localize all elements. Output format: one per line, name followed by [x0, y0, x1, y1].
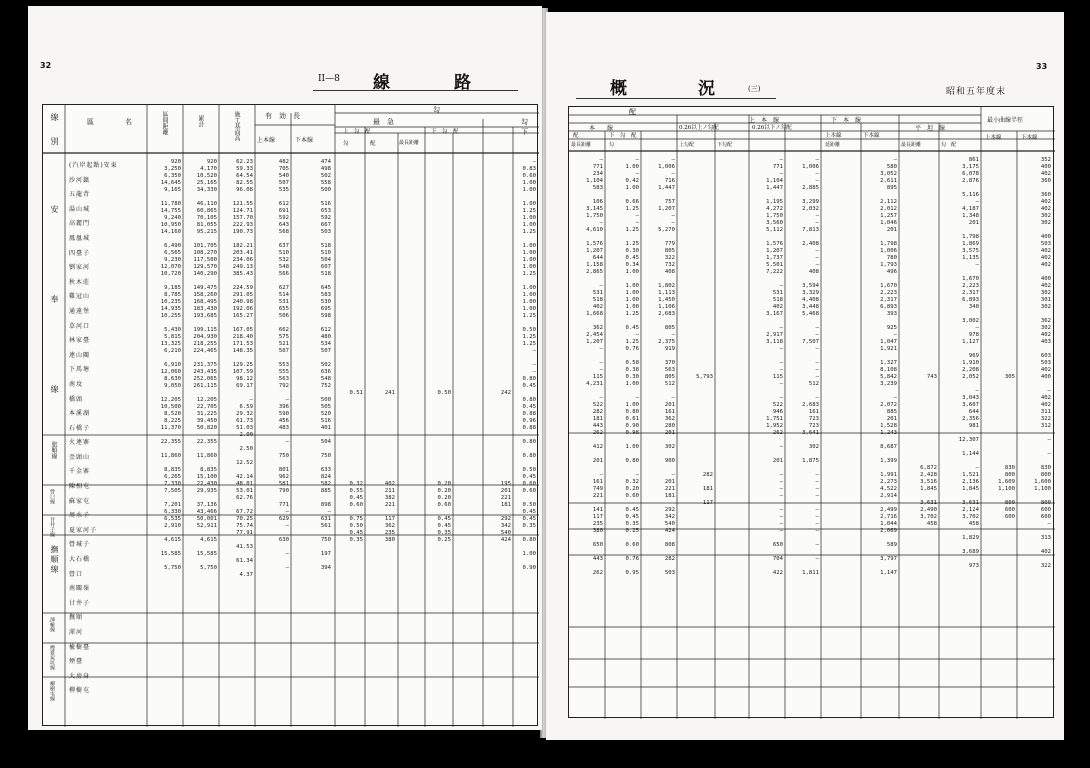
title-rule [313, 90, 518, 91]
col-grad-c: 0.50 0.20 0.20 0.20 0.60 0.45 0.45 0.35 0.25 [437, 390, 451, 543]
header-down-grad: 下 勾 配 [431, 129, 459, 135]
station-name: 甘井子 [69, 599, 91, 607]
header-line-sub: 別 [50, 137, 59, 145]
station-name: 火連寨 [69, 439, 91, 447]
station-name: 營城子 [69, 541, 91, 549]
header-grad-b: 最長距離 [901, 142, 922, 148]
header-max-len-r: 最長距離 [571, 142, 592, 148]
col-r-a: — 771 234 1,104 583 106 3,145 1,750 — 4,610 1,576 1,207 644 1,158 2,865 — 531 518 402 1,668 362 2,454 1,207 — — — 115 4,231 — 522 282 181 443 262 412 201 — 161 749 221 141 117 235 380 650 443 262 [586, 157, 603, 576]
header-grad-up: 上勾配 [679, 142, 695, 148]
station-name-list [69, 159, 145, 699]
page-number-right: 33 [1036, 62, 1048, 71]
station-name: 南關嶺 [69, 585, 91, 593]
data-table-right [568, 106, 1054, 718]
station-name: 林家臺 [69, 337, 91, 345]
header-min-down: 下本線 [1021, 135, 1038, 141]
header-main-sub: 本 線 [589, 125, 614, 132]
col-r-b: — 1.00 — 0.42 1.00 0.66 1.25 — — 1.25 1.25 0.30 0.45 0.34 1.00 1.00 1.00 1.00 1.00 1.25 0.45 — 1.25 0.76 0.58 0.38 0.30 1.00 — 1.00 0.80 0.61 0.90 0.98 1.00 0.80 — 0.32 0.20 0.60 0.45 0.45 0.35 0.25 0.60 0.76 0.95 [625, 157, 639, 576]
station-name: 五龍背 [69, 191, 91, 199]
station-name: 陳相屯 [69, 483, 91, 491]
header-grad-a: 勾 配 [941, 142, 957, 148]
station-name: 草河口 [69, 322, 91, 330]
period-label: 昭和五年度末 [946, 87, 1007, 97]
header-grad-down: 下勾配 [717, 142, 733, 148]
header-distribution: 配 [629, 108, 636, 116]
station-name: 石橋子 [69, 424, 91, 432]
station-name: 大房身 [69, 672, 91, 680]
col-r-g: 861 3,175 6,078 2,876 5,116 — 4,187 1,348 201 1,798 1,869 3,575 1,135 — 1,670 2,223 2,317 6,893 340 3,002 — 978 1,127 969 1,910 2,208 2,052 — 3,043 3,607 644 2,356 981 12,307 1,144 — 1,521 2,136 1,845 3,631 2,124 3,702 458 1,829 3,689 973 [958, 157, 979, 569]
header-section: 區 [87, 118, 94, 126]
header-gradient: 勾 [433, 106, 440, 114]
col-r-extra: 5,793 282 181 117 [696, 374, 713, 506]
data-table-left [42, 104, 538, 726]
section-label-3: 線 [50, 385, 59, 395]
col-r-i: 305 830 800 1,609 1,100 800 600 600 [998, 374, 1015, 520]
title-right-char: 況 [698, 79, 725, 99]
station-name: 營口 [69, 570, 84, 578]
section-label-entai: 煙臺炭坑線 [49, 645, 55, 670]
section-label-konyu: 渾楡線 [49, 617, 55, 632]
section-label-ryojun: 旅順線 [50, 441, 57, 459]
station-name: 通遠堡 [69, 307, 91, 315]
station-name: 千金寨 [69, 468, 91, 476]
station-name: 雞冠山 [69, 293, 91, 301]
header-min-curve: 最小曲線半徑 [987, 117, 1024, 124]
station-name: 大石橋 [69, 556, 91, 564]
station-name: 煙臺 [69, 658, 84, 666]
header-min-up: 上本線 [985, 135, 1002, 141]
station-name: 周水子 [69, 512, 91, 520]
station-name: 下馬塘 [69, 366, 91, 374]
section-code: II—8 [318, 74, 340, 84]
station-name: 四臺子 [69, 249, 91, 257]
station-name: 鳳凰城 [69, 234, 91, 242]
header-construction: 施工基面高 [233, 111, 240, 141]
header-over-026: 0.26以上ノ勾配 [679, 125, 719, 131]
right-page [546, 12, 1064, 740]
section-label-1: 安 [50, 205, 59, 215]
header-effective-length: 有 効 長 [265, 112, 300, 120]
station-name: 湯山城 [69, 205, 91, 213]
title-rule-right [576, 98, 776, 99]
col-grad-b: 241 402 211 382 221 117 362 235 380 [384, 390, 395, 543]
header-section-sub: 名 [125, 118, 132, 126]
header-grad-unit: 配 [370, 141, 376, 147]
header-sub-up: 上本線 [825, 133, 842, 139]
station-name: 沙河鎮 [69, 176, 91, 184]
station-name: 南坟 [69, 380, 84, 388]
header-grad-short: 勾 [343, 141, 349, 147]
col-interval: 920 3,250 6,350 14,645 9,165 11,780 14,755 9,240 10,950 14,160 6,490 6,565 9,230 12,070 10,720 9,185 8,785 10,235 14,935 10,255 5,430 5,815 13,325 6,210 6,910 12,060 8,630 9,050 12,205 10,500 8,520 8,225 11,370 22,355 11,860 8,835 6,265 7,330 7,505 7,201 6,330 6,535 2,910 4,615 15,585 5,750 [160, 159, 181, 571]
header-line: 線 [50, 113, 59, 121]
header-grad-left: 配 [573, 133, 579, 139]
header-up-main: 上 本 線 [749, 117, 780, 124]
col-eff-up: 482 705 540 507 535 612 691 592 643 568 637 510 532 548 566 627 514 531 655 506 662 575 521 507 553 555 563 792 — 396 590 456 483 — 750 801 962 581 790 771 — 629 — 630 — — [278, 159, 289, 571]
header-sub-down: 下本線 [863, 133, 880, 139]
station-name: 本溪湖 [69, 410, 91, 418]
header-down-main: 下 本 線 [831, 117, 862, 124]
station-name: 劉家河 [69, 264, 91, 272]
station-name: 高麗門 [69, 220, 91, 228]
header-down-line: 下本線 [295, 137, 314, 144]
header-max-steep: 最 急 [373, 118, 394, 126]
col-eff-down: 474 498 502 558 500 516 653 592 667 503 518 510 504 607 518 645 583 530 695 598 612 480 534 507 502 636 548 752 500 505 520 516 401 504 750 633 824 582 885 898 — 631 561 750 197 394 [320, 159, 331, 571]
header-interval: 區間距離 [161, 111, 168, 135]
col-r-extra2: 743 6,872 2,428 3,516 1,845 3,631 2,490 3,702 458 [920, 374, 937, 527]
station-name: 楡樹臺 [69, 643, 91, 651]
station-name: 柳樹屯 [69, 687, 91, 695]
station-name: 蘇家屯 [69, 497, 91, 505]
section-label-ryujuton: 柳樹屯線 [49, 681, 55, 701]
station-name: 連山關 [69, 351, 91, 359]
station-name: 渾河 [69, 629, 84, 636]
col-grad-d: 242 195 201 221 181 292 342 540 424 [500, 390, 511, 543]
col-grad-e: — 0.83 0.60 1.00 1.00 1.00 1.25 1.00 1.00 1.25 1.00 1.00 1.00 1.00 1.25 1.00 1.00 1.00 1.00 1.25 0.50 1.25 1.25 — — — 0.80 0.45 0.80 0.45 0.88 0.96 0.88 0.80 0.80 0.50 0.45 0.60 0.60 0.50 0.45 0.45 0.35 0.80 1.00 0.90 [522, 159, 536, 571]
section-label-bujun: 撫順線 [50, 545, 59, 575]
header-right-edge: 勾 [521, 118, 528, 126]
col-r-e: — 1,006 — — 2,885 3,299 2,032 — — 7,813 2,408 — — — 408 3,594 3,329 4,408 3,448 5,468 — — 7,507 — — — — 512 — 2,683 161 723 723 3,641 302 1,875 — — — — — — — — — — 1,811 [802, 157, 819, 576]
station-name: 歪頭山 [69, 453, 91, 461]
header-under-026: 0.26以下ノ勾配 [752, 125, 792, 131]
col-r-h: 352 400 402 360 360 402 402 302 302 400 503 402 402 402 400 402 302 301 302 362 302 402 403 603 503 402 400 — 402 402 311 322 312 — — 830 800 1,600 1,100 800 600 600 — 313 402 322 [1034, 157, 1051, 569]
col-construction: 62.23 59.33 64.54 82.55 96.08 121.55 124.71 157.70 222.93 190.73 182.21 203.41 234.06 249.13 385.43 224.59 291.05 240.98 192.06 165.27 167.05 218.40 171.53 148.35 129.25 107.59 98.12 69.17 — 6.59 29.32 61.73 51.03 2.00 2.50 12.52 42.14 48.01 53.01 62.76 67.72 70.25 75.74 77.91 41.53 61.34 4.37 [232, 159, 253, 578]
col-r-d: — 771 — 1,104 1,447 1,195 4,272 1,750 3,560 5,112 1,576 1,207 1,737 5,501 7,222 — 531 518 402 3,167 — 2,917 3,118 — — — 115 — — 522 946 1,751 1,952 262 — 201 — — — — — — — — 650 704 422 [766, 157, 783, 576]
col-grad-a: 0.51 0.32 0.55 0.45 0.60 0.75 0.50 0.45 0.35 [349, 390, 363, 543]
station-name: 撫順 [69, 614, 84, 622]
station-name: 秋木莊 [69, 278, 91, 286]
station-name: (汽岸起點)安東 [69, 162, 118, 169]
section-label-2: 奉 [50, 295, 59, 305]
header-right-sub: 下 [521, 128, 528, 136]
station-name: 橋頭 [69, 395, 84, 403]
header-max-len: 最長距離 [399, 140, 420, 146]
col-cumulative: 920 4,170 10,520 25,165 34,330 46,110 60,865 70,105 81,055 95,215 101,705 108,270 117,500 129,570 140,290 149,475 158,260 168,495 183,430 193,685 199,115 204,930 218,255 224,465 231,375 243,435 252,065 261,115 12,205 22,705 31,225 39,450 50,820 22,355 11,860 8,835 15,100 22,430 29,935 37,136 43,466 50,001 52,911 4,615 15,585 5,750 [193, 159, 217, 571]
title-left-char: 概 [610, 79, 637, 99]
page-number: 32 [40, 61, 52, 70]
left-page [28, 6, 542, 730]
header-cumulative: 累計 [197, 115, 204, 127]
section-label-kanseishi: 甘井子線 [49, 517, 55, 537]
section-label-eiko: 營口線 [49, 489, 55, 504]
header-grad-left2: 下 勾 配 [609, 133, 637, 139]
header-grad-short-r: 勾 [609, 142, 615, 148]
col-r-f: — 580 3,052 2,611 895 2,112 2,012 1,257 1,046 201 1,798 1,006 780 1,793 496 1,670 2,223 2,317 6,893 393 925 — 1,047 1,921 1,327 8,108 5,842 3,239 — 2,072 885 201 1,528 1,243 8,687 1,399 1,991 2,273 4,522 2,914 2,499 2,716 1,044 2,069 589 3,797 1,147 [880, 157, 897, 576]
header-up-grad: 上 勾 配 [343, 129, 371, 135]
page-title: 線 路 [373, 73, 481, 93]
header-flat: 平 坦 線 [915, 125, 946, 132]
paren-note: (三) [748, 85, 761, 93]
header-sub-dist: 延距離 [825, 142, 841, 148]
station-name: 夏家河子 [69, 526, 98, 534]
header-main-line: 上本線 [257, 137, 276, 144]
col-r-c: — 1,006 — 716 1,447 757 1,207 — — 5,270 779 805 322 732 408 1,802 1,113 1,450 1,106 2,683 805 — 2,375 919 370 563 805 512 — 201 161 362 280 201 302 900 — 201 221 181 292 342 540 424 808 282 503 [658, 157, 675, 576]
